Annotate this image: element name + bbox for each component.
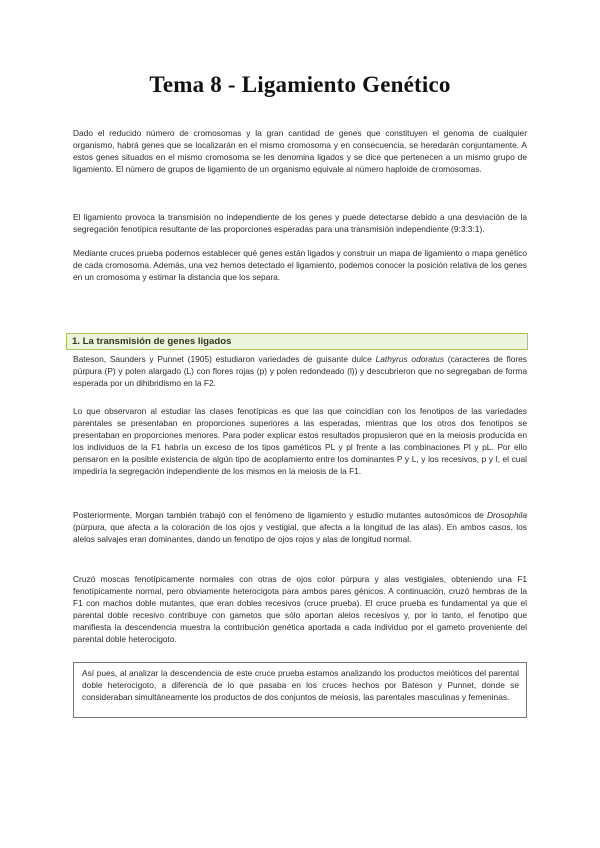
section-1-paragraph-3 (73, 510, 527, 546)
section-1-paragraph-4: Cruzó moscas fenotípicamente normales con otras de ojos color púrpura y alas vestigiales, obteniendo una F1 fenotípicamente normal, pero obviamente heterocigota para ambos pares génicos. A continuación, cruzó hembras de la F1 con machos doble mutantes, que eran dobles recesivos (cruce prueba). El cruce prueba es fundamental ya que el parental doble recesivo contribuye con gametos que sólo aportan alelos recesivos y, por lo tanto, el fenotipo que manifiesta la descendencia muestra la contribución genética aportada a cada individuo por el gameto proveniente del parental doble heterocigoto. (73, 574, 527, 644)
section-1-paragraph-2: Lo que observaron al estudiar las clases fenotípicas es que las que coincidían con los fenotipos de las variedades parentales se presentaban en proporciones superiores a las esperadas, mientras que los otros dos fenotipos se presentaban en proporciones menores. Para poder explicar estos resultados propusieron que en la meiosis producida en los individuos de la F1 habría un exceso de los tipos gaméticos PL y pl frente a las combinaciones Pl y pL. Por ello pensaron en la posible existencia de algún tipo de acoplamiento entre los dominantes P y L, y los recesivos, p y l, el cual impediría la segregación independiente de los mismos en la meiosis de la F1. (73, 406, 527, 476)
paragraph-text: (caracteres de flores púrpura (P) y polen alargado (L) con flores rojas (p) y polen redondeado (l)) y descubrieron que no segregaban de forma esperada por un dihibridismo en la F2. (73, 354, 527, 388)
paragraph-text: Bateson, Saunders y Punnet (1905) estudiaron variedades de guisante dulce (73, 354, 376, 364)
section-1-heading: 1. La transmisión de genes ligados (72, 336, 232, 347)
intro-paragraph-3: Mediante cruces prueba podemos establecer qué genes están ligados y construir un mapa de ligamiento o mapa genético de cada cromosoma. Además, una vez hemos detectado el ligamiento, podemos conocer la posición relativa de los genes en un cromosoma y estimar la distancia que los separa. (73, 248, 527, 282)
paragraph-text: Posteriormente, Morgan también trabajó con el fenómeno de ligamiento y estudio mutantes autosómicos de (73, 510, 487, 520)
species-name: Drosophila (486, 510, 527, 520)
intro-paragraph-2: El ligamiento provoca la transmisión no independiente de los genes y puede detectarse debido a una desviación de la segregación fenotípica resultante de las proporciones esperadas para una transmisión independiente (9:3:3:1). (73, 212, 527, 234)
page-title: Tema 8 - Ligamiento Genético (149, 72, 451, 97)
species-name: Lathyrus odoratus (375, 354, 445, 364)
intro-paragraph-1: Dado el reducido número de cromosomas y la gran cantidad de genes que constituyen el genoma de cualquier organismo, habrá genes que se localizarán en el mismo cromosoma y en consecuencia, se heredarán conjuntamente. A estos genes situados en el mismo cromosoma se les denomina ligados y se dice que pertenecen a un mismo grupo de ligamiento. El número de grupos de ligamiento de un organismo equivale al número haploide de cromosomas. (73, 128, 527, 174)
section-1-header (66, 333, 528, 350)
highlight-box-text: Así pues, al analizar la descendencia de este cruce prueba estamos analizando los productos meióticos del parental doble heterocigoto, a diferencia de lo que pasaba en los cruces hechos por Bateson y Punnet, donde se consideraban simultáneamente los productos de dos conjuntos de meiosis, las parentales masculinas y femeninas. (82, 668, 519, 702)
highlight-box (73, 662, 527, 718)
section-1-paragraph-1 (73, 354, 527, 390)
paragraph-text: (púrpura, que afecta a la coloración de los ojos y vestigial, que afecta a la longitud de las alas). En ambos casos, los alelos salvajes eran dominantes, dando un fenotipo de ojos rojos y alas de longitud normal. (73, 521, 527, 544)
